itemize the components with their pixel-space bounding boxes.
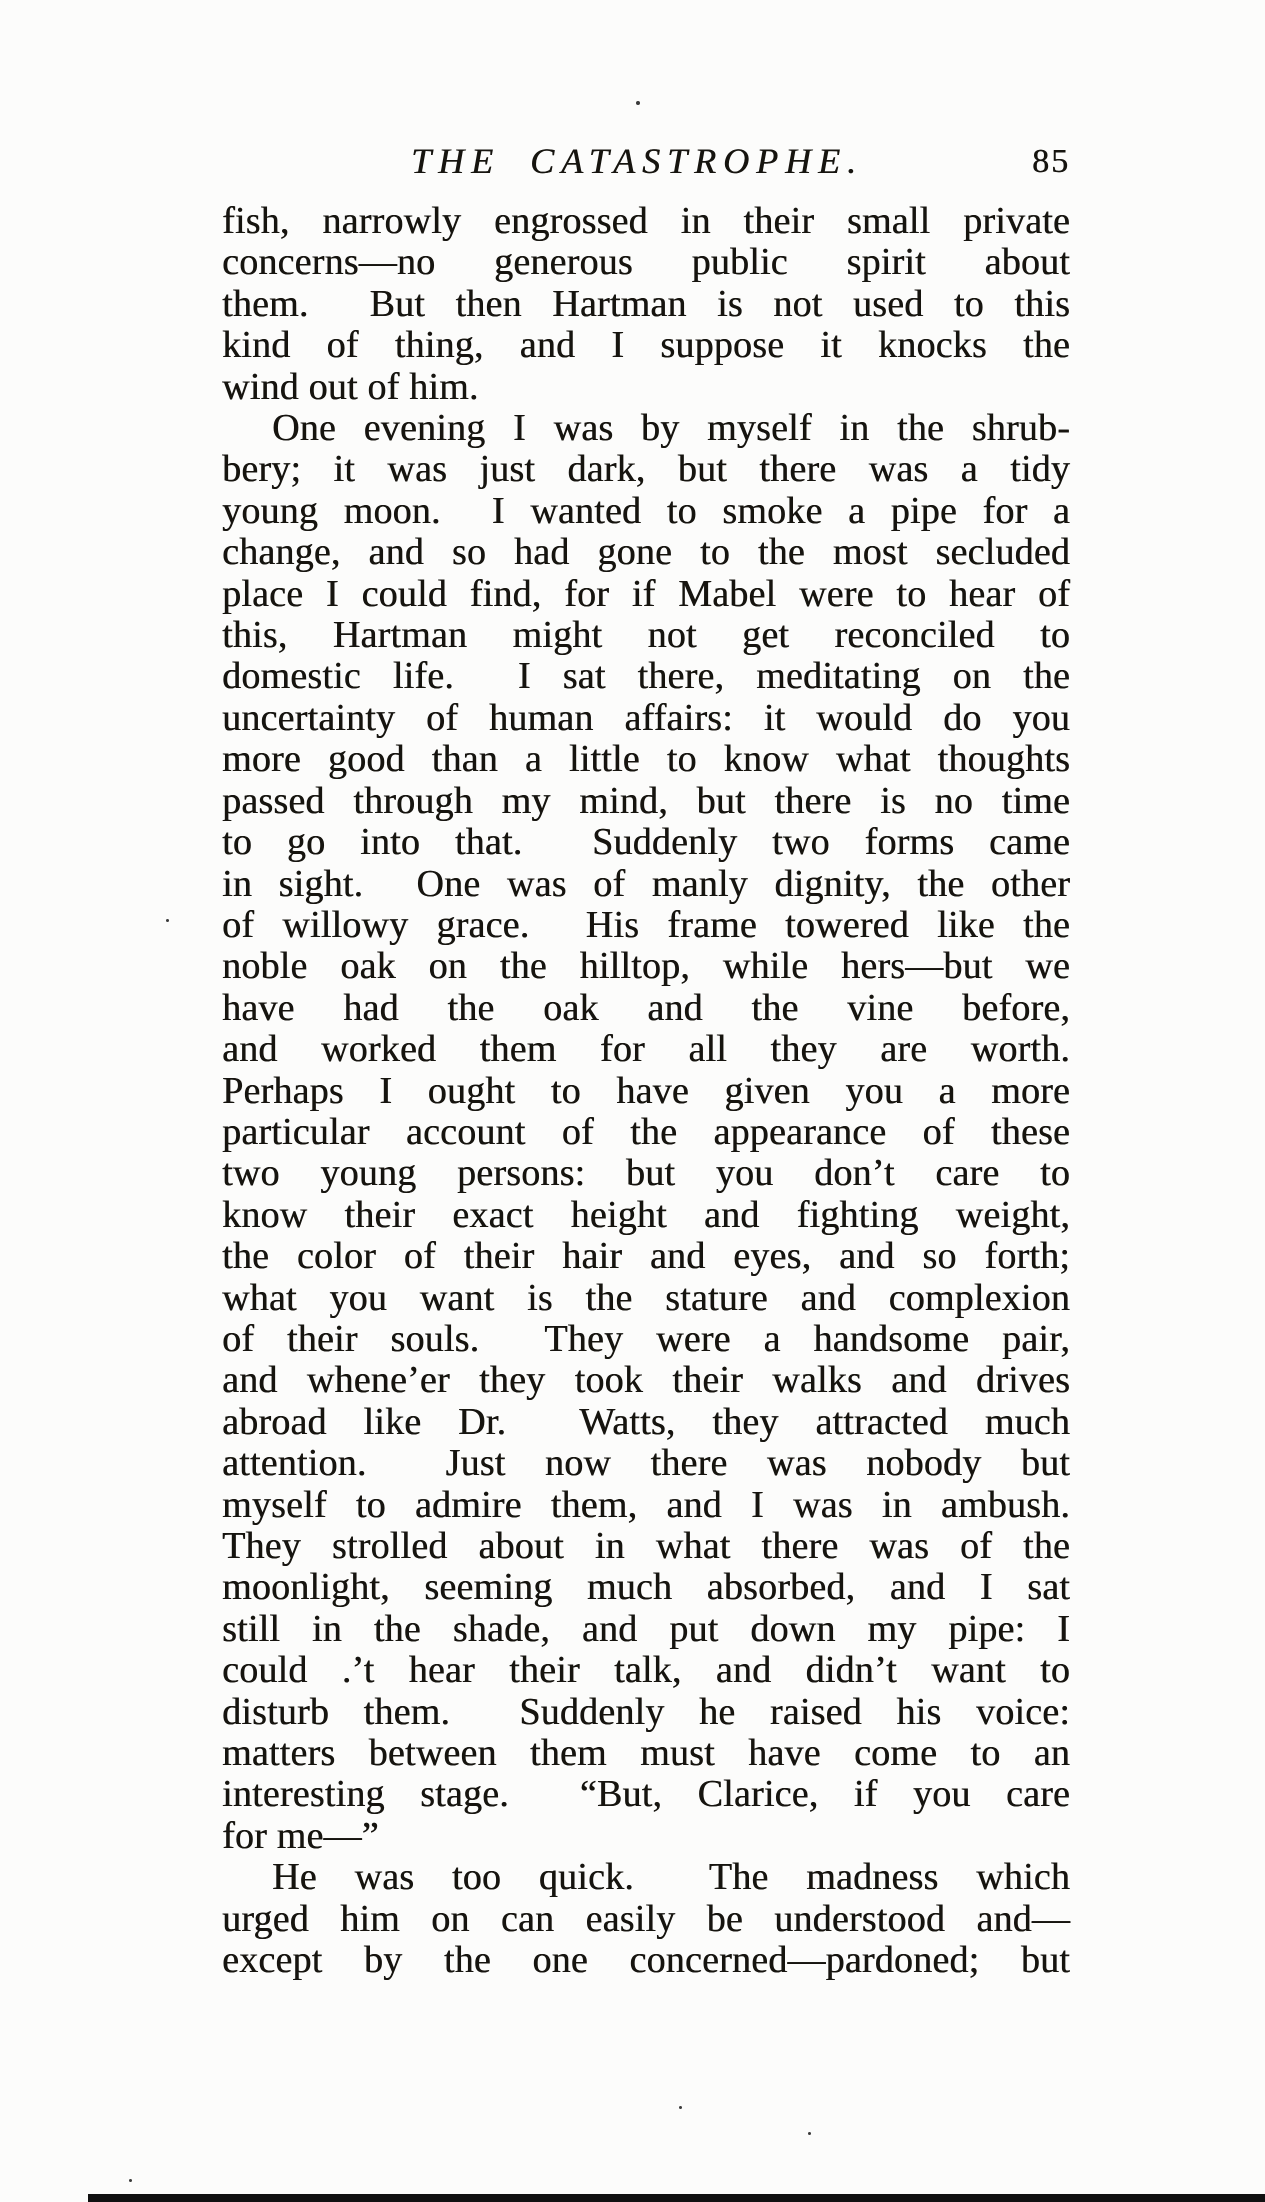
scan-speck	[679, 2106, 682, 2109]
text-line: abroad like Dr. Watts, they attracted much	[222, 1400, 1070, 1443]
text-line: the color of their hair and eyes, and so forth;	[222, 1235, 1070, 1278]
text-line: place I could find, for if Mabel were to hear of	[222, 572, 1070, 615]
scan-speck	[636, 101, 640, 105]
text-line: have had the oak and the vine before,	[222, 986, 1070, 1029]
text-line: passed through my mind, but there is no time	[222, 779, 1070, 822]
text-line: except by the one concerned—pardoned; but	[222, 1939, 1070, 1982]
text-line: urged him on can easily be understood and—	[222, 1897, 1070, 1940]
text-line: particular account of the appearance of these	[222, 1110, 1070, 1153]
text-line: in sight. One was of manly dignity, the other	[222, 862, 1070, 905]
text-line: what you want is the stature and complexion	[222, 1276, 1070, 1319]
text-line: Perhaps I ought to have given you a more	[222, 1069, 1070, 1112]
text-line: bery; it was just dark, but there was a tidy	[222, 448, 1070, 491]
text-line: One evening I was by myself in the shrub-	[272, 407, 1070, 450]
running-header-title: THE CATASTROPHE.	[410, 141, 863, 181]
page-number: 85	[1032, 143, 1070, 180]
text-line: young moon. I wanted to smoke a pipe for a	[222, 489, 1070, 532]
text-line: They strolled about in what there was of the	[222, 1525, 1070, 1567]
text-line: change, and so had gone to the most secluded	[222, 531, 1070, 574]
text-line: them. But then Hartman is not used to this	[222, 282, 1070, 325]
text-line: fish, narrowly engrossed in their small private	[222, 200, 1070, 242]
text-line: and worked them for all they are worth.	[222, 1028, 1070, 1071]
scan-speck	[129, 2179, 132, 2182]
scan-speck	[166, 919, 169, 922]
text-line: of willowy grace. His frame towered like the	[222, 903, 1070, 946]
text-line: know their exact height and fighting weight,	[222, 1193, 1070, 1236]
text-line: to go into that. Suddenly two forms came	[222, 821, 1070, 864]
text-line: disturb them. Suddenly he raised his voice:	[222, 1690, 1070, 1733]
text-line: and whene’er they took their walks and drives	[222, 1359, 1070, 1402]
text-line: domestic life. I sat there, meditating on the	[222, 655, 1070, 698]
scan-speck	[808, 2132, 811, 2135]
text-line: noble oak on the hilltop, while hers—but we	[222, 945, 1070, 988]
text-line: still in the shade, and put down my pipe: I	[222, 1607, 1070, 1650]
text-line: moonlight, seeming much absorbed, and I sat	[222, 1566, 1070, 1609]
text-line: two young persons: but you don’t care to	[222, 1152, 1070, 1195]
text-line: interesting stage. “But, Clarice, if you care	[222, 1773, 1070, 1816]
text-line: kind of thing, and I suppose it knocks the	[222, 324, 1070, 367]
text-line: attention. Just now there was nobody but	[222, 1442, 1070, 1485]
bottom-scan-edge	[88, 2194, 1265, 2202]
page-header	[222, 140, 1070, 184]
text-line: of their souls. They were a handsome pair,	[222, 1317, 1070, 1360]
text-line: myself to admire them, and I was in ambush.	[222, 1483, 1070, 1526]
text-line: this, Hartman might not get reconciled to	[222, 614, 1070, 657]
text-block	[222, 201, 1070, 1981]
text-line: concerns—no generous public spirit about	[222, 241, 1070, 284]
text-line: He was too quick. The madness which	[272, 1856, 1070, 1899]
text-line: for me—”	[222, 1814, 379, 1857]
text-line: matters between them must have come to an	[222, 1732, 1070, 1775]
text-line: more good than a little to know what thoughts	[222, 738, 1070, 781]
text-line: uncertainty of human affairs: it would do you	[222, 696, 1070, 739]
text-line: could .’t hear their talk, and didn’t want to	[222, 1649, 1070, 1692]
text-line: wind out of him.	[222, 365, 479, 408]
